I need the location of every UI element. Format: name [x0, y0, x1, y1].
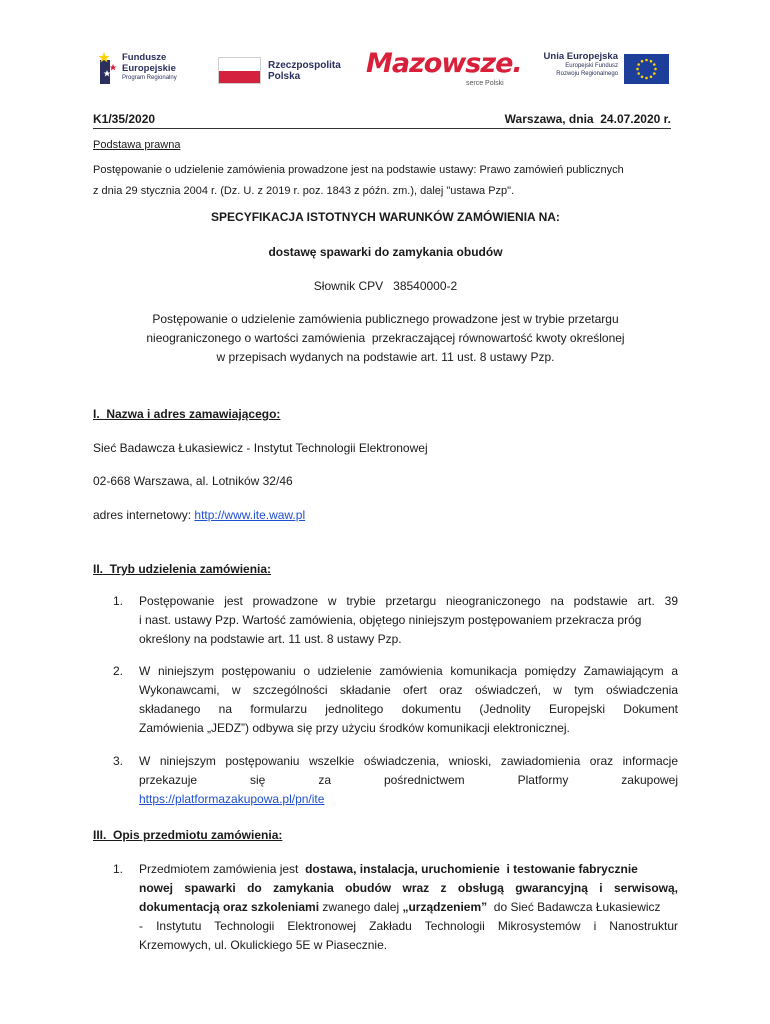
item-line: Zamówienia „JEDZ”) odbywa się przy użyciu środków komunikacji elektronicznej.: [139, 721, 570, 735]
item-line: Wykonawcami, w szczególności składanie ofert oraz oświadczeń, w tym oświadczenia: [139, 683, 678, 697]
order-subject: dostawę spawarki do zamykania obudów: [268, 245, 503, 259]
legal-basis-text: [93, 160, 678, 202]
section-2-heading: II. Tryb udzielenia zamówienia:: [93, 562, 272, 576]
eu-flag-icon: [624, 54, 669, 84]
doc-header: [93, 111, 671, 129]
item-line: Przedmiotem zamówienia jest dostawa, instalacja, uruchomienie i testowanie fabrycznie: [139, 862, 638, 876]
contracting-authority-address: 02-668 Warszawa, al. Lotników 32/46: [93, 474, 293, 488]
mazowsze-logo: [366, 48, 522, 87]
ue-line1: Unia Europejska: [543, 51, 618, 62]
section-3-heading: III. Opis przedmiotu zamówienia:: [93, 828, 283, 842]
cpv-code: Słownik CPV 38540000-2: [313, 279, 458, 293]
fe-stars-icon: [98, 52, 120, 86]
ue-line3: Rozwoju Regionalnego: [556, 71, 618, 77]
logo-bar: [0, 40, 770, 100]
intro-line: Postępowanie o udzielenie zamówienia publicznego prowadzone jest w trybie przetargu: [152, 312, 619, 326]
item-number: 2.: [113, 664, 124, 678]
item-line: dokumentacją oraz szkoleniami zwanego dalej „urządzeniem” do Sieć Badawcza Łukasiewicz: [139, 900, 661, 914]
legal-basis-label: Podstawa prawna: [93, 139, 181, 151]
rp-line1: Rzeczpospolita: [268, 60, 341, 71]
fe-line2: Europejskie: [122, 63, 176, 74]
intro-line: nieograniczonego o wartości zamówienia przekraczającej równowartość kwoty określonej: [146, 331, 625, 345]
intro-line: w przepisach wydanych na podstawie art. 11 ust. 8 ustawy Pzp.: [216, 350, 555, 364]
mazowsze-wordmark: Mazowsze.: [366, 48, 522, 79]
place-date: Warszawa, dnia 24.07.2020 r.: [504, 112, 671, 126]
item-line: W niniejszym postępowaniu wszelkie oświadczenia, wnioski, zawiadomienia oraz informacje: [139, 754, 678, 768]
word: Platformy: [517, 773, 569, 787]
section-1-heading: I. Nazwa i adres zamawiającego:: [93, 407, 281, 421]
item-line: Krzemowych, ul. Okulickiego 5E w Piasecznie.: [139, 938, 388, 952]
item-line: nowej spawarki do zamykania obudów wraz z obsługą gwarancyjną i serwisową,: [139, 881, 678, 895]
item-line: składanego na formularzu jednolitego dokumentu (Jednolity Europejski Dokument: [139, 702, 678, 716]
contracting-authority-name: Sieć Badawcza Łukasiewicz - Instytut Technologii Elektronowej: [93, 441, 428, 455]
legal-basis-line: z dnia 29 stycznia 2004 r. (Dz. U. z 2019 r. poz. 1843 z późn. zm.), dalej "ustawa Pzp".: [93, 185, 515, 197]
fe-line3: Program Regionalny: [122, 75, 177, 81]
item-line: - Instytutu Technologii Elektronowej Zakładu Technologii Mikrosystemów i Nanostruktur: [139, 919, 678, 933]
mazowsze-sub: serce Polski: [466, 80, 504, 87]
word: pośrednictwem: [383, 773, 465, 787]
website-row: [93, 506, 305, 525]
item-number: 1.: [113, 594, 124, 608]
siwz-title: SPECYFIKACJA ISTOTNYCH WARUNKÓW ZAMÓWIENIA NA:: [211, 210, 560, 224]
item-line: Postępowanie jest prowadzone w trybie przetargu nieograniczonego na podstawie art. 39: [139, 594, 678, 608]
item-line: i nast. ustawy Pzp. Wartość zamówienia, objętego niniejszym postępowaniem przekracza próg: [139, 613, 642, 627]
website-link[interactable]: http://www.ite.waw.pl: [194, 508, 306, 522]
word: zakupowej: [621, 773, 678, 787]
fe-line1: Fundusze: [122, 52, 167, 63]
reference-number: K1/35/2020: [93, 112, 156, 126]
pl-flag-icon: [218, 57, 261, 84]
word: przekazuje: [139, 773, 198, 787]
legal-basis-line: Postępowanie o udzielenie zamówienia prowadzone jest na podstawie ustawy: Prawo zamówień publicznych: [93, 164, 624, 176]
item-line-spread: [139, 771, 678, 790]
procedure-intro: [93, 310, 678, 367]
item-line: określony na podstawie art. 11 ust. 8 ustawy Pzp.: [139, 632, 402, 646]
item-number: 1.: [113, 862, 124, 876]
word: za: [318, 773, 331, 787]
website-label: adres internetowy:: [93, 508, 195, 522]
item-line: W niniejszym postępowaniu o udzielenie zamówienia komunikacja pomiędzy Zamawiającym a: [139, 664, 678, 678]
rp-line2: Polska: [268, 71, 301, 82]
platform-link[interactable]: https://platformazakupowa.pl/pn/ite: [139, 792, 325, 806]
word: się: [250, 773, 266, 787]
ue-line2: Europejski Fundusz: [565, 63, 618, 69]
item-number: 3.: [113, 754, 124, 768]
